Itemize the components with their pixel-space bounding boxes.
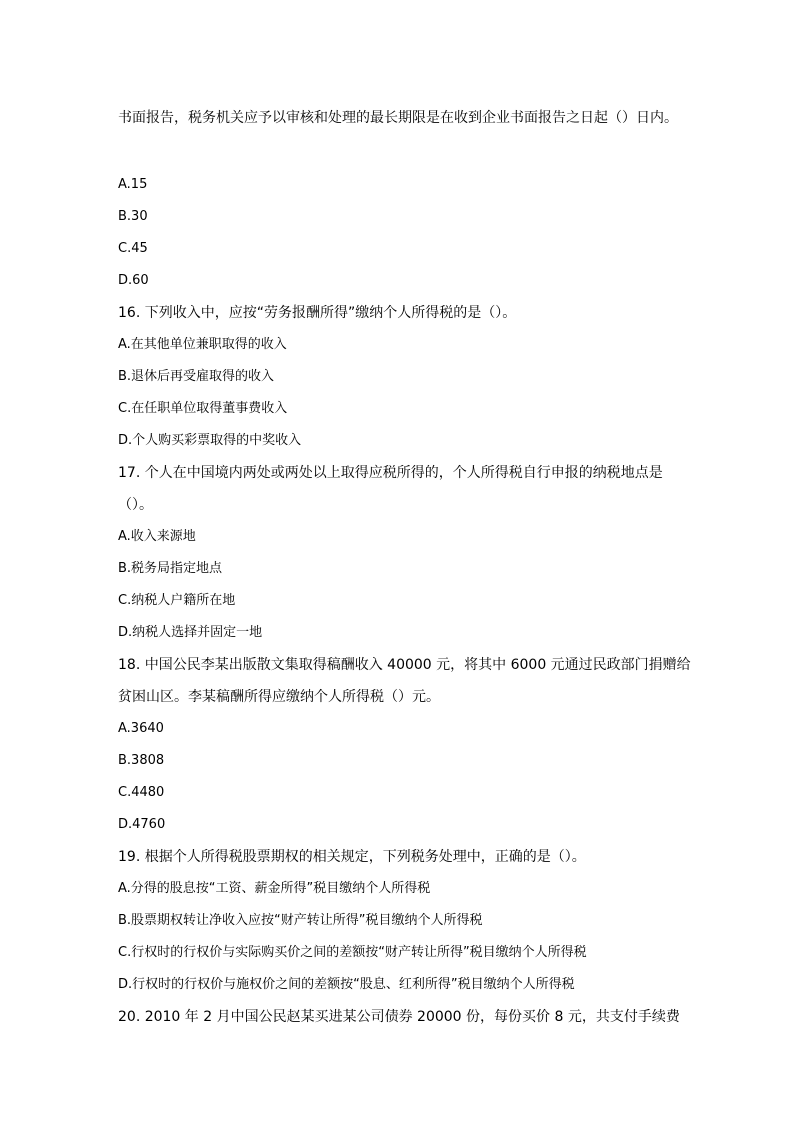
q17-question-line2: （）。 bbox=[118, 497, 153, 513]
q18-option-b: B.3808 bbox=[118, 753, 165, 768]
q20-question: 20. 2010 年 2 月中国公民赵某买进某公司债券 20000 份，每份买价 8 元，共支付手续费 bbox=[118, 1009, 680, 1025]
intro-question-text: 书面报告，税务机关应予以审核和处理的最长期限是在收到企业书面报告之日起（）日内。 bbox=[118, 110, 678, 126]
q16-option-b: B.退休后再受雇取得的收入 bbox=[118, 369, 275, 384]
q19-option-a: A.分得的股息按“工资、薪金所得”税目缴纳个人所得税 bbox=[118, 881, 431, 896]
q16-option-d: D.个人购买彩票取得的中奖收入 bbox=[118, 433, 302, 448]
q19-option-c: C.行权时的行权价与实际购买价之间的差额按“财产转让所得”税目缴纳个人所得税 bbox=[118, 945, 587, 960]
intro-option-d: D.60 bbox=[118, 273, 149, 288]
q18-option-a: A.3640 bbox=[118, 721, 164, 736]
q16-question: 16. 下列收入中，应按“劳务报酬所得”缴纳个人所得税的是（）。 bbox=[118, 305, 517, 321]
q18-option-c: C.4480 bbox=[118, 785, 165, 800]
intro-option-c: C.45 bbox=[118, 241, 148, 256]
q19-question: 19. 根据个人所得税股票期权的相关规定，下列税务处理中，正确的是（）。 bbox=[118, 849, 586, 865]
q16-option-a: A.在其他单位兼职取得的收入 bbox=[118, 337, 287, 352]
q19-option-d: D.行权时的行权价与施权价之间的差额按“股息、红利所得”税目缴纳个人所得税 bbox=[118, 977, 575, 992]
q19-option-b: B.股票期权转让净收入应按“财产转让所得”税目缴纳个人所得税 bbox=[118, 913, 483, 928]
q16-option-c: C.在任职单位取得董事费收入 bbox=[118, 401, 288, 416]
q18-question-line1: 18. 中国公民李某出版散文集取得稿酬收入 40000 元，将其中 6000 元通过民政部门捐赠给 bbox=[118, 657, 691, 673]
q18-option-d: D.4760 bbox=[118, 817, 166, 832]
q17-option-d: D.纳税人选择并固定一地 bbox=[118, 625, 263, 640]
intro-option-b: B.30 bbox=[118, 209, 148, 224]
q17-question-line1: 17. 个人在中国境内两处或两处以上取得应税所得的，个人所得税自行申报的纳税地点是 bbox=[118, 465, 663, 481]
intro-option-a: A.15 bbox=[118, 177, 148, 192]
q17-option-c: C.纳税人户籍所在地 bbox=[118, 593, 236, 608]
q18-question-line2: 贫困山区。李某稿酬所得应缴纳个人所得税（）元。 bbox=[118, 689, 440, 705]
q17-option-a: A.收入来源地 bbox=[118, 529, 196, 544]
q17-option-b: B.税务局指定地点 bbox=[118, 561, 223, 576]
